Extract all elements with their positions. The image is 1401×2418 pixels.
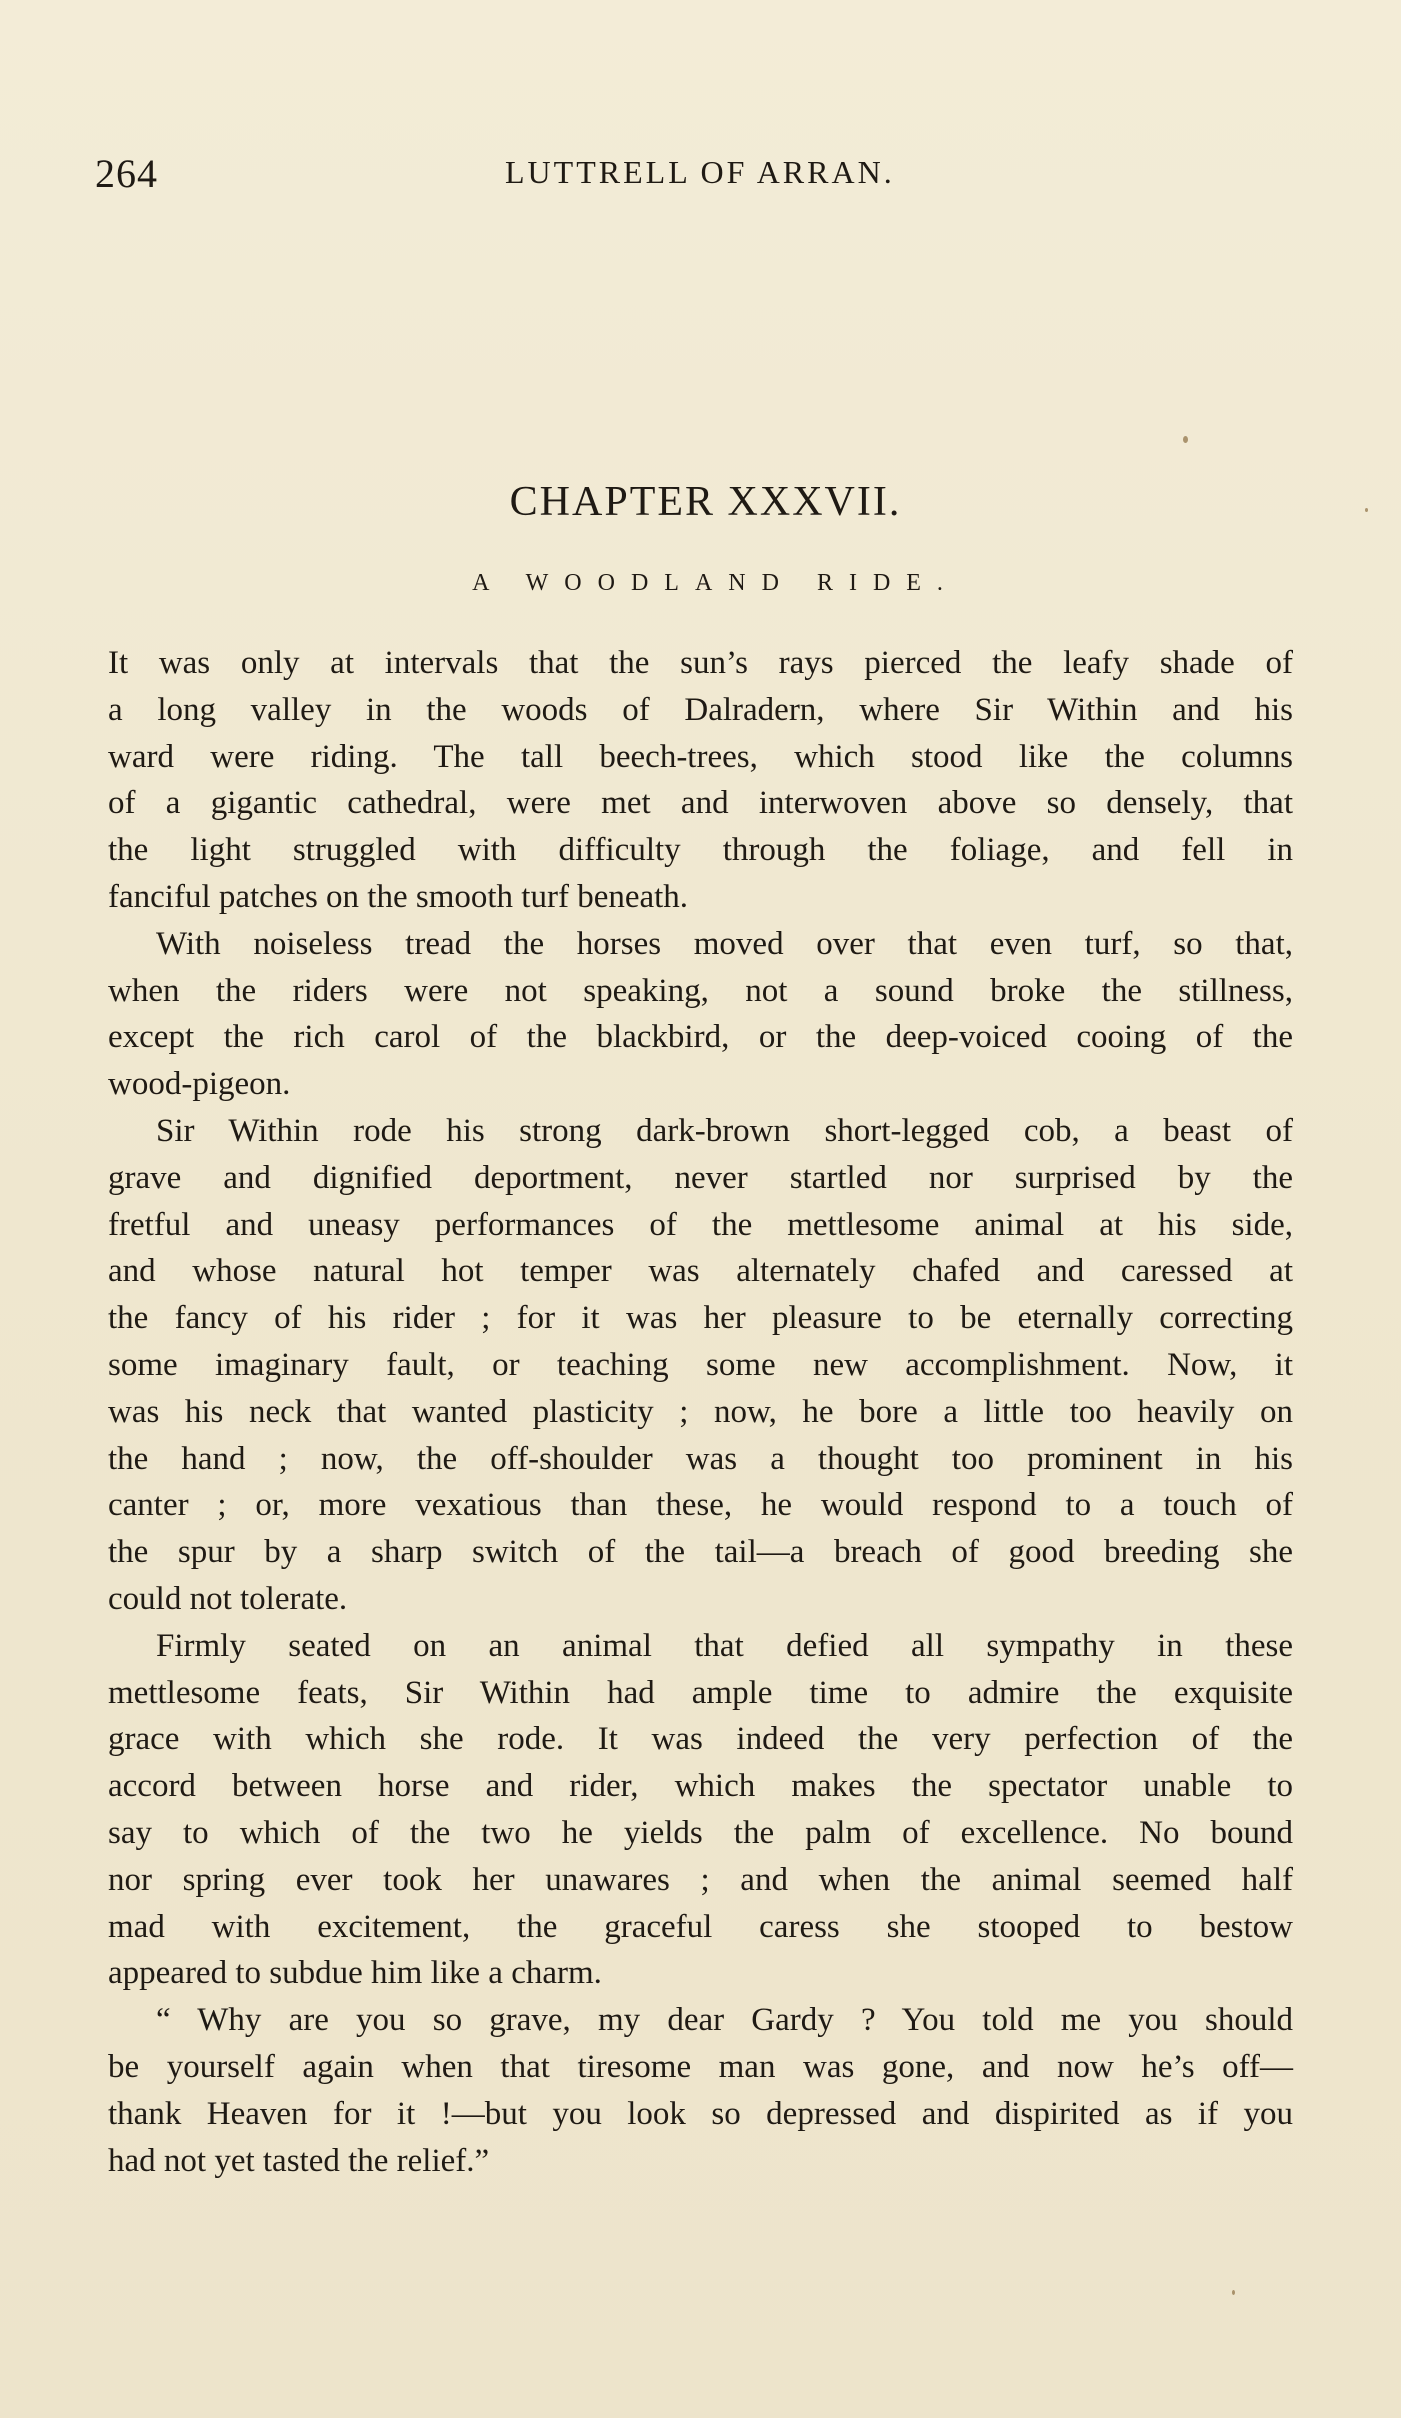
text-line: “ Why are you so grave, my dear Gardy ? You told me you should <box>156 2002 1293 2039</box>
text-line: grave and dignified deportment, never startled nor surprised by the <box>108 1159 1293 1196</box>
text-line: a long valley in the woods of Dalradern, where Sir Within and his <box>108 691 1293 728</box>
text-line: the spur by a sharp switch of the tail—a breach of good breeding she <box>108 1534 1293 1571</box>
paper-speck <box>1183 436 1188 443</box>
text-line: mettlesome feats, Sir Within had ample time to admire the exquisite <box>108 1674 1293 1711</box>
text-line: some imaginary fault, or teaching some new accomplishment. Now, it <box>108 1346 1293 1383</box>
page-number: 264 <box>95 151 158 196</box>
text-line: grace with which she rode. It was indeed the very perfection of the <box>108 1721 1293 1758</box>
text-line: be yourself again when that tiresome man was gone, and now he’s off— <box>108 2048 1293 2085</box>
text-line: accord between horse and rider, which makes the spectator unable to <box>108 1768 1293 1805</box>
text-line: ward were riding. The tall beech-trees, which stood like the columns <box>108 738 1293 775</box>
text-line: fretful and uneasy performances of the mettlesome animal at his side, <box>108 1206 1293 1243</box>
text-line: say to which of the two he yields the palm of excellence. No bound <box>108 1814 1293 1851</box>
paper-speck <box>1365 508 1368 512</box>
text-line: appeared to subdue him like a charm. <box>108 1955 602 1992</box>
text-line: had not yet tasted the relief.” <box>108 2142 490 2179</box>
text-line: With noiseless tread the horses moved over that even turf, so that, <box>156 925 1293 962</box>
text-line: fanciful patches on the smooth turf beneath. <box>108 878 689 915</box>
text-line: of a gigantic cathedral, were met and interwoven above so densely, that <box>108 785 1293 822</box>
text-line: nor spring ever took her unawares ; and when the animal seemed half <box>108 1861 1293 1898</box>
text-line: the hand ; now, the off-shoulder was a thought too prominent in his <box>108 1440 1293 1477</box>
chapter-title: CHAPTER XXXVII. <box>509 479 902 525</box>
running-head <box>95 150 1295 210</box>
text-line: and whose natural hot temper was alternately chafed and caressed at <box>108 1253 1293 1290</box>
text-line: when the riders were not speaking, not a sound broke the stillness, <box>108 972 1293 1009</box>
text-line: Firmly seated on an animal that defied all sympathy in these <box>156 1627 1293 1664</box>
text-line: Sir Within rode his strong dark-brown short-legged cob, a beast of <box>156 1112 1293 1149</box>
text-line: mad with excitement, the graceful caress she stooped to bestow <box>108 1908 1293 1945</box>
text-line: except the rich carol of the blackbird, or the deep-voiced cooing of the <box>108 1019 1293 1056</box>
text-line: wood-pigeon. <box>108 1066 291 1103</box>
text-line: the light struggled with difficulty through the foliage, and fell in <box>108 832 1293 869</box>
text-line: thank Heaven for it !—but you look so depressed and dispirited as if you <box>108 2095 1293 2132</box>
text-line: could not tolerate. <box>108 1580 348 1617</box>
text-line: canter ; or, more vexatious than these, he would respond to a touch of <box>108 1487 1293 1524</box>
text-line: was his neck that wanted plasticity ; now, he bore a little too heavily on <box>108 1393 1293 1430</box>
body-text <box>108 640 1293 2184</box>
text-line: the fancy of his rider ; for it was her pleasure to be eternally correcting <box>108 1300 1293 1337</box>
paper-speck <box>1232 2290 1235 2295</box>
text-line: It was only at intervals that the sun’s rays pierced the leafy shade of <box>108 645 1293 681</box>
running-title: LUTTRELL OF ARRAN. <box>505 154 895 190</box>
chapter-subtitle: A WOODLAND RIDE. <box>472 570 959 596</box>
